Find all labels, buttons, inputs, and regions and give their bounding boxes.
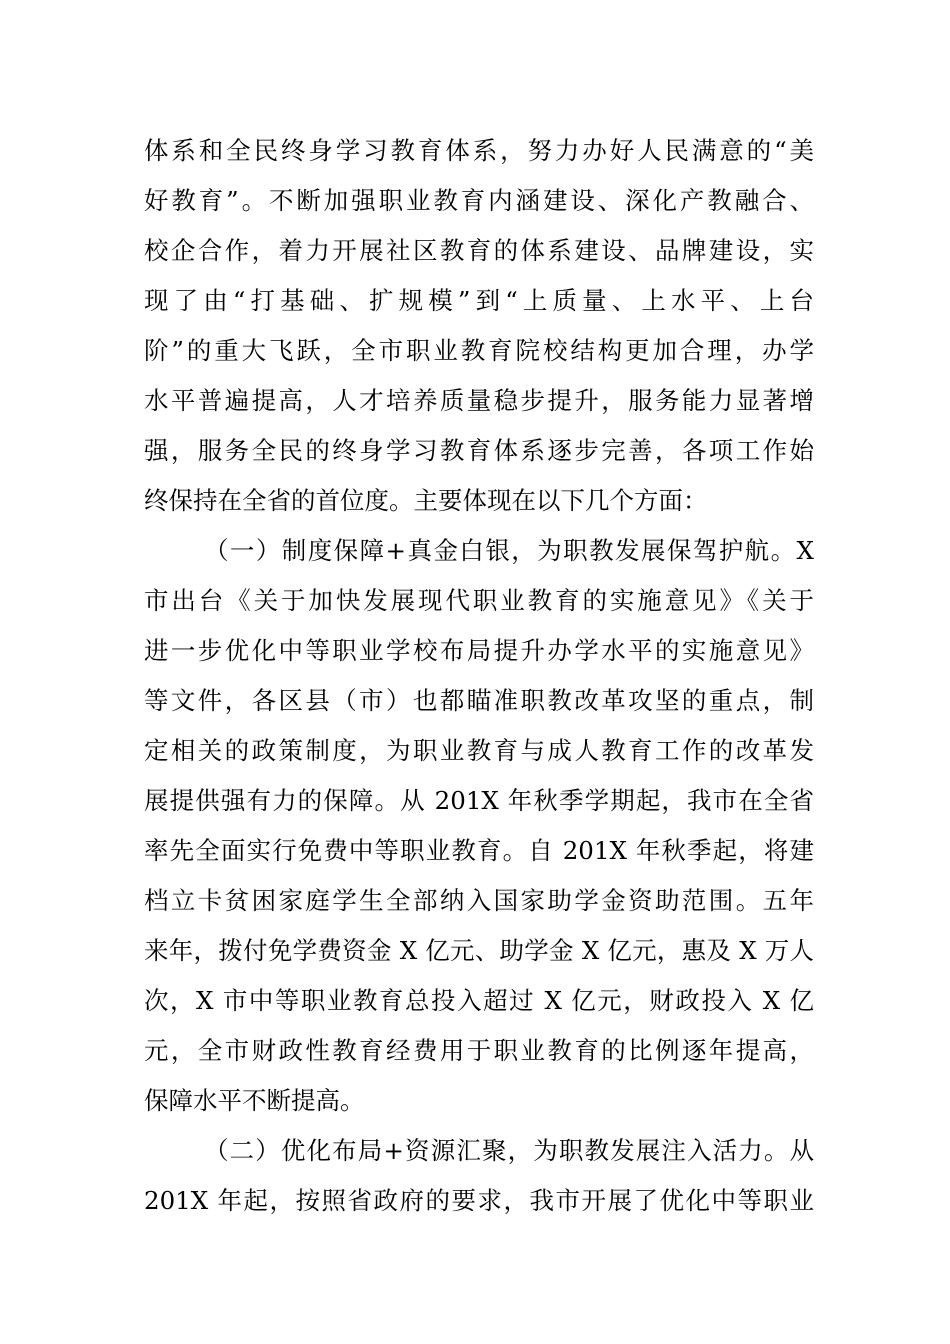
text-line: 体系和全民终身学习教育体系，努力办好人民满意的“美 [144, 136, 814, 165]
text-line: 保障水平不断提高。 [144, 1086, 365, 1115]
text-line: 水平普遍提高，人才培养质量稳步提升，服务能力显著增 [144, 386, 814, 415]
text-line: 现了由“打基础、扩规模”到“上质量、上水平、上台 [144, 286, 814, 315]
text-line: 率先全面实行免费中等职业教育。自 201X 年秋季起，将建 [144, 836, 814, 865]
text-line: 次，X 市中等职业教育总投入超过 X 亿元，财政投入 X 亿 [144, 986, 814, 1015]
text-line: 阶”的重大飞跃，全市职业教育院校结构更加合理，办学 [144, 336, 814, 365]
text-line: 定相关的政策制度，为职业教育与成人教育工作的改革发 [144, 736, 814, 765]
text-line: 等文件，各区县（市）也都瞄准职教改革攻坚的重点，制 [144, 686, 814, 715]
section-heading-line: （一）制度保障+真金白银，为职教发展保驾护航。X [204, 536, 814, 565]
text-line: 201X 年起，按照省政府的要求，我市开展了优化中等职业 [144, 1186, 814, 1215]
text-line: 市出台《关于加快发展现代职业教育的实施意见》《关于 [144, 586, 814, 615]
text-line: 强，服务全民的终身学习教育体系逐步完善，各项工作始 [144, 436, 814, 465]
text-line: 进一步优化中等职业学校布局提升办学水平的实施意见》 [144, 636, 814, 665]
text-line: 展提供强有力的保障。从 201X 年秋季学期起，我市在全省 [144, 786, 814, 815]
text-line: 来年，拨付免学费资金 X 亿元、助学金 X 亿元，惠及 X 万人 [144, 936, 814, 965]
section-heading-line: （二）优化布局+资源汇聚，为职教发展注入活力。从 [204, 1136, 814, 1165]
text-line: 好教育”。不断加强职业教育内涵建设、深化产教融合、 [144, 186, 814, 215]
text-line: 档立卡贫困家庭学生全部纳入国家助学金资助范围。五年 [144, 886, 814, 915]
text-line: 校企合作，着力开展社区教育的体系建设、品牌建设，实 [144, 236, 814, 265]
text-line: 元，全市财政性教育经费用于职业教育的比例逐年提高， [144, 1036, 814, 1065]
text-line: 终保持在全省的首位度。主要体现在以下几个方面： [144, 486, 708, 515]
